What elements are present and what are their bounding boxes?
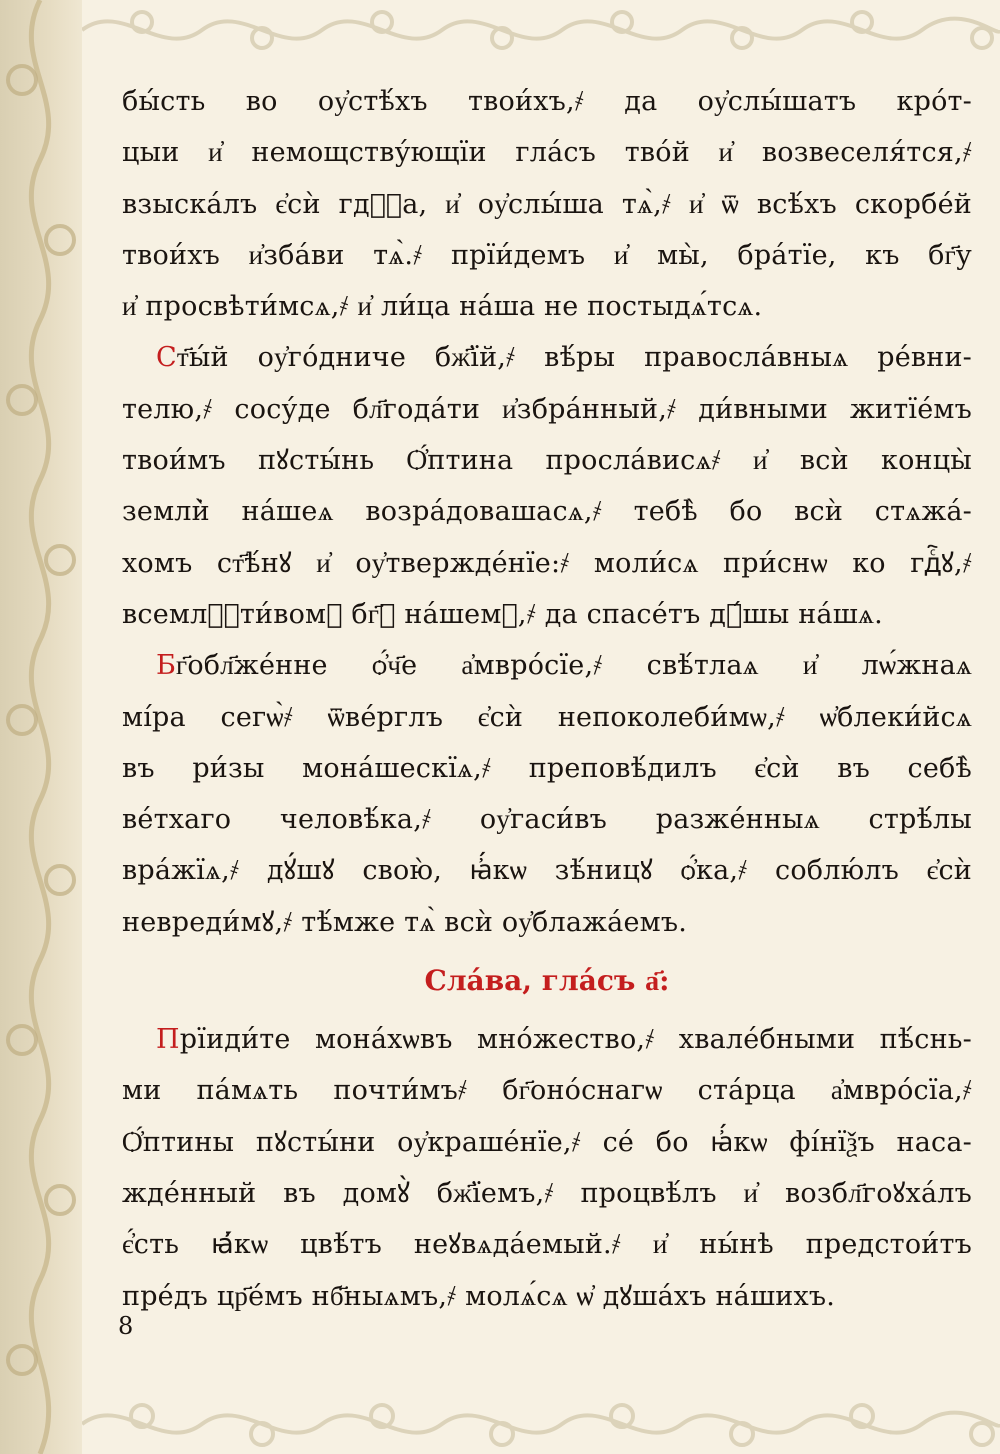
section-heading: Сла́ва, гла́съ а҃: xyxy=(424,964,670,998)
text-line-rest: г҃обл҃же́нне ѻ҆́ч҃е а҆мвро́сїе,҂ свѣ́тлаѧ и҆ лѡ́жнаѧ xyxy=(176,650,972,682)
text-line-rest: т҃ы́й оу҆го́дниче бж҃їй,҂ вѣ́ры правосла́вныѧ ре́вни- xyxy=(176,342,972,374)
text-line xyxy=(122,1014,972,1065)
text-line: твои́хъ и҆зба́ви тѧ̀.҂ прїи́демъ и҆ мы̀, бра́тїе, къ бг҃у xyxy=(122,239,972,271)
text-line: жде́нный въ домꙋ̀ бж҃їемъ,҂ процвѣ́лъ и҆ возбл҃гоꙋха́лъ xyxy=(122,1177,972,1209)
text-line: всемлⷭ҇ти́вомꙋ бг҃ꙋ на́шемꙋ,҂ да спасе́тъ дꙋ́шы на́шѧ. xyxy=(122,598,883,630)
dropcap-letter: Б xyxy=(156,650,177,682)
scroll-ornament-icon xyxy=(82,1384,1000,1454)
dropcap-letter: С xyxy=(156,342,177,374)
text-line: взыска́лъ є҆сѝ гдⷭ҇а, и҆ оу҆слы́ша тѧ̀,҂ и҆ ѿ всѣ́хъ скорбе́й xyxy=(122,188,972,220)
scroll-ornament-icon xyxy=(0,0,82,1454)
text-line: въ ри́зы мона́шескїѧ,҂ преповѣ́дилъ є҆сѝ въ себѣ̀ xyxy=(122,752,972,784)
text-line: ми па́мѧть почти́мъ҂ бг҃оно́снагѡ ста́рца а҆мвро́сїа,҂ xyxy=(122,1075,972,1107)
page-number: 8 xyxy=(118,1312,134,1340)
text-line: мі́ра сегѡ̀҂ ѿве́рглъ є҆сѝ непоколеби́мѡ,҂ ѡ҆блеки́йсѧ xyxy=(122,701,972,733)
text-line: є҆́сть ꙗ҆́кѡ цвѣ́тъ неꙋвѧда́емый.҂ и҆ ны́нѣ предстои́тъ xyxy=(122,1229,972,1261)
text-line: телю,҂ сосу́де бл҃года́ти и҆збра́нный,҂ ди́вными житїе́мъ xyxy=(122,393,972,425)
left-ornament-border xyxy=(0,0,82,1454)
text-line: твои́мъ пꙋсты́нь Ѻ҆́птина просла́висѧ҂ и҆ всѝ концы̀ xyxy=(122,445,972,477)
text-line xyxy=(122,332,972,383)
text-line xyxy=(122,640,972,691)
text-line: и҆ просвѣти́мсѧ,҂ и҆ ли́ца на́ша не постыдѧ́тсѧ. xyxy=(122,291,763,323)
bottom-ornament-border xyxy=(82,1384,1000,1454)
text-line: цыи и҆ немощству́ющїи гла́съ тво́й и҆ возвеселя́тся,҂ xyxy=(122,137,972,169)
text-line-rest: рїиди́те мона́хѡвъ мно́жество,҂ хвале́бными пѣ́снь- xyxy=(179,1024,972,1056)
text-line: хомъ ст҃ѣ́нꙋ и҆ оу҆твержде́нїе:҂ моли́сѧ при́снѡ ко гдⷭ҇ꙋ,҂ xyxy=(122,547,972,579)
text-line: земли̇̀ на́шеѧ возра́довашасѧ,҂ тебѣ̀ бо всѝ стѧжа́- xyxy=(122,496,972,528)
text-line: Ѻ҆́птины пꙋсты́ни оу҆краше́нїе,҂ се́ бо ꙗ҆́кѡ фі́нїѯъ наса- xyxy=(122,1126,972,1158)
top-ornament-border xyxy=(82,0,1000,60)
prayer-text xyxy=(122,76,972,1322)
text-line: вра́жїѧ,҂ дꙋ́шꙋ свою̀, ꙗ҆́кѡ зѣ́ницꙋ ѻ҆́ка,҂ соблю́лъ є҆сѝ xyxy=(122,855,972,887)
text-line: бы́сть во оу҆стѣ́хъ твои́хъ,҂ да оу҆слы́шатъ кро́т- xyxy=(122,86,972,117)
text-line: пре́дъ цр҃е́мъ нб҃ныѧмъ,҂ молѧ́сѧ ѡ҆ дꙋша́хъ на́шихъ. xyxy=(122,1280,836,1312)
text-line: ве́тхаго человѣ́ка,҂ оу҆гаси́въ разже́нныѧ стрѣ́лы xyxy=(122,804,972,836)
dropcap-letter: П xyxy=(156,1024,180,1056)
text-line: невреди́мꙋ,҂ тѣ́мже тѧ̀ всѝ оу҆блажа́емъ. xyxy=(122,906,688,938)
scroll-ornament-icon xyxy=(82,0,1000,60)
